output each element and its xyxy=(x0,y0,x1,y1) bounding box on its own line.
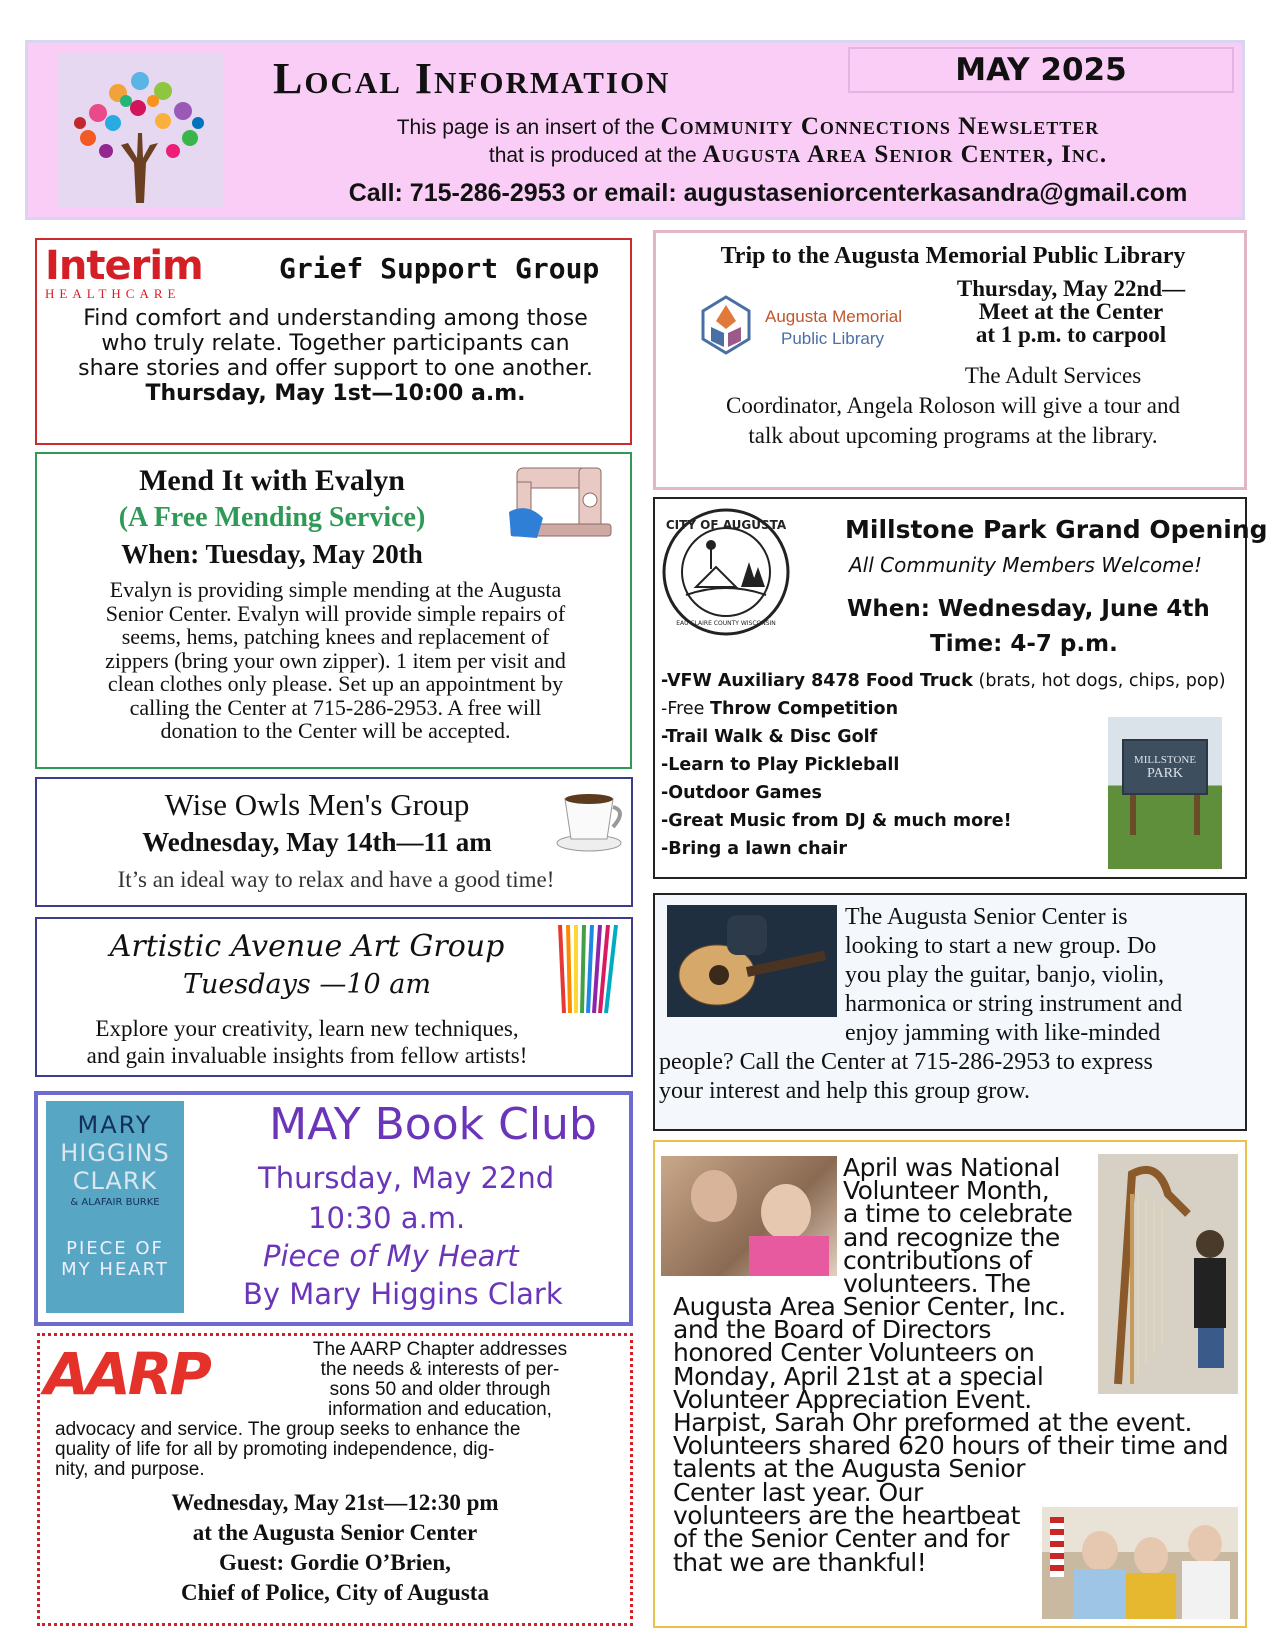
park-sign-post xyxy=(1194,795,1200,835)
aarp-when: Wednesday, May 21st—12:30 pm xyxy=(171,1490,499,1515)
grief-body-line: Find comfort and understanding among those xyxy=(83,306,588,331)
produced-prefix: that is produced at the xyxy=(488,144,703,167)
park-sign-photo xyxy=(1108,717,1222,869)
volunteer-line: April was National xyxy=(843,1153,1061,1182)
library-logo xyxy=(691,291,911,361)
aarp-body-line: quality of life for all by promoting independence, dig- xyxy=(55,1439,495,1460)
millstone-item-bold: -VFW Auxiliary 8478 Food Truck xyxy=(661,671,973,691)
aarp-body-line: advocacy and service. The group seeks to enhance the xyxy=(55,1419,521,1440)
art-when: Tuesdays —10 am xyxy=(183,969,431,1000)
millstone-when: When: Wednesday, June 4th xyxy=(847,596,1210,622)
aarp-body-line: nity, and purpose. xyxy=(55,1459,205,1480)
flag-icon xyxy=(1050,1517,1064,1577)
book-cover-line: MY HEART xyxy=(61,1259,169,1280)
volunteer-line: volunteers are the heartbeat xyxy=(673,1501,1020,1531)
volunteer-box xyxy=(653,1140,1247,1628)
aarp-details xyxy=(40,1488,630,1608)
art-body-line: Explore your creativity, learn new techniques, xyxy=(95,1016,519,1041)
issue-date: MAY 2025 xyxy=(848,47,1234,93)
millstone-item: -Trail Walk & Disc Golf xyxy=(661,727,878,747)
produced-line xyxy=(398,141,1198,169)
volunteer-text-top xyxy=(843,1153,1098,1299)
millstone-box xyxy=(653,497,1268,879)
mend-when: When: Tuesday, May 20th xyxy=(121,539,423,569)
aarp-guest-title: Chief of Police, City of Augusta xyxy=(181,1580,489,1605)
aarp-logo: AARP xyxy=(44,1340,209,1408)
book-cover-image xyxy=(46,1101,184,1313)
aarp-body-line: sons 50 and older through xyxy=(329,1379,551,1400)
aarp-where: at the Augusta Senior Center xyxy=(192,1520,478,1545)
library-title: Trip to the Augusta Memorial Public Library xyxy=(720,243,1186,269)
insert-line xyxy=(298,113,1198,141)
music-group-box xyxy=(653,893,1247,1131)
library-logo-line2: Public Library xyxy=(781,329,884,348)
music-body-line: enjoy jamming with like-minded xyxy=(845,1020,1161,1046)
music-body-line: people? Call the Center at 715-286-2953 to express xyxy=(659,1049,1153,1075)
millstone-time: Time: 4-7 p.m. xyxy=(930,631,1118,657)
library-logo-line1: Augusta Memorial xyxy=(765,307,903,326)
owls-when: Wednesday, May 14th—11 am xyxy=(142,827,492,857)
aarp-body-line: The AARP Chapter addresses xyxy=(312,1339,568,1360)
art-group-box xyxy=(35,917,633,1077)
library-body-line: Coordinator, Angela Roloson will give a tour and xyxy=(726,393,1180,418)
book-author: By Mary Higgins Clark xyxy=(243,1277,563,1311)
mend-body-line: donation to the Center will be accepted. xyxy=(160,718,511,743)
music-body-right xyxy=(845,903,1245,1048)
park-sign-text xyxy=(1122,753,1208,781)
book-cover-line: CLARK xyxy=(72,1167,158,1195)
grief-when: Thursday, May 1st—10:00 a.m. xyxy=(145,381,526,406)
library-when-line: Thursday, May 22nd— xyxy=(956,276,1186,301)
library-body xyxy=(656,361,1250,451)
grief-body-line: who truly relate. Together participants can xyxy=(101,331,570,356)
millstone-item: -Bring a lawn chair xyxy=(661,839,848,859)
book-cover-line: PIECE OF xyxy=(66,1238,164,1259)
volunteer-line: talents at the Augusta Senior xyxy=(673,1454,1025,1484)
volunteer-line: Volunteer Month, xyxy=(843,1176,1050,1206)
volunteer-line: Volunteers shared 620 hours of their time and xyxy=(673,1431,1229,1461)
millstone-item: -Learn to Play Pickleball xyxy=(661,755,900,775)
volunteer-line: honored Center Volunteers on xyxy=(673,1338,1035,1368)
aarp-guest: Guest: Gordie O’Brien, xyxy=(219,1550,451,1575)
mend-body-line: Evalyn is providing simple mending at the Augusta xyxy=(109,577,562,602)
volunteer-photo-1-person xyxy=(691,1170,737,1222)
volunteer-photo-group-person xyxy=(1188,1525,1222,1563)
volunteer-line: that we are thankful! xyxy=(673,1547,927,1577)
volunteer-line: of the Senior Center and for xyxy=(673,1524,1010,1554)
guitar-photo xyxy=(667,905,837,1017)
grief-body-line: share stories and offer support to one another. xyxy=(78,356,593,381)
millstone-item xyxy=(661,667,1246,695)
page-title: Local Information xyxy=(273,54,671,103)
music-body-line: harmonica or string instrument and xyxy=(845,991,1183,1017)
book-club-title: MAY Book Club xyxy=(269,1099,597,1150)
volunteer-line: Augusta Area Senior Center, Inc. xyxy=(673,1292,1066,1321)
volunteer-line: a time to celebrate xyxy=(843,1199,1073,1229)
park-sign-line: PARK xyxy=(1146,766,1184,781)
volunteer-photo-group-shirt xyxy=(1182,1561,1230,1619)
book-club-time: 10:30 a.m. xyxy=(308,1201,466,1235)
music-body-line: you play the guitar, banjo, violin, xyxy=(845,962,1164,988)
grief-body xyxy=(37,306,634,406)
mend-body xyxy=(37,578,634,743)
mend-box xyxy=(35,452,632,769)
library-when xyxy=(916,277,1226,346)
mend-body-line: calling the Center at 715-286-2953. A free will xyxy=(129,694,542,720)
park-sign-post xyxy=(1130,795,1136,835)
volunteer-line: Volunteer Appreciation Event. xyxy=(673,1384,1032,1414)
aarp-body-line: the needs & interests of per- xyxy=(320,1359,560,1380)
volunteer-photo-group-shirt xyxy=(1126,1573,1176,1619)
grief-support-box xyxy=(35,238,632,445)
art-body xyxy=(37,1015,577,1069)
volunteer-text-bottom xyxy=(673,1478,1020,1577)
library-body-line: talk about upcoming programs at the library. xyxy=(748,423,1158,448)
millstone-item-bold: Throw Competition xyxy=(710,699,899,719)
aarp-box xyxy=(37,1333,633,1626)
grief-title: Grief Support Group xyxy=(279,252,600,285)
volunteer-line: Center last year. Our xyxy=(673,1478,923,1507)
contact-line: Call: 715-286-2953 or email: augustaseniorcenterkasandra@gmail.com xyxy=(348,179,1188,207)
music-body-full xyxy=(659,1048,1245,1106)
interim-logo-main: Interim xyxy=(45,243,203,289)
book-club-box xyxy=(34,1091,633,1326)
aarp-body-full xyxy=(55,1420,625,1480)
volunteer-photo-group xyxy=(1042,1507,1238,1619)
mend-subtitle: (A Free Mending Service) xyxy=(118,502,426,533)
library-body-line: The Adult Services xyxy=(964,363,1142,388)
interim-logo xyxy=(45,243,235,302)
volunteer-line: and the Board of Directors xyxy=(673,1315,991,1345)
millstone-item: -Great Music from DJ & much more! xyxy=(661,811,1012,831)
mend-body-line: seems, hems, patching knees and replacement of xyxy=(121,624,550,649)
volunteer-photo-group-shirt xyxy=(1074,1569,1126,1619)
millstone-item-pre: -Free xyxy=(661,699,711,719)
interim-logo-sub: HEALTHCARE xyxy=(45,286,181,301)
library-trip-box xyxy=(653,230,1247,490)
music-body-line: The Augusta Senior Center is xyxy=(845,904,1128,930)
library-logo-icon xyxy=(691,291,761,361)
book-cover-line: HIGGINS xyxy=(60,1139,170,1167)
millstone-subtitle: All Community Members Welcome! xyxy=(849,553,1202,577)
aarp-body-line: information and education, xyxy=(328,1399,552,1420)
mend-title: Mend It with Evalyn xyxy=(139,464,405,497)
volunteer-photo-1-shirt xyxy=(749,1236,829,1276)
mend-body-line: zippers (bring your own zipper). 1 item per visit and xyxy=(105,647,566,673)
millstone-item-rest: (brats, hot dogs, chips, pop) xyxy=(972,671,1226,691)
center-name: Augusta Area Senior Center, Inc. xyxy=(702,141,1108,168)
volunteer-photo-1-person xyxy=(761,1184,811,1240)
owls-body: It’s an ideal way to relax and have a good time! xyxy=(117,867,555,892)
insert-prefix: This page is an insert of the xyxy=(396,116,661,139)
aarp-body-right xyxy=(290,1340,590,1420)
volunteer-text-mid xyxy=(673,1292,1243,1484)
volunteer-photo-1 xyxy=(661,1156,837,1276)
owls-title: Wise Owls Men's Group xyxy=(164,787,470,822)
art-body-line: and gain invaluable insights from fellow artists! xyxy=(86,1043,528,1068)
handprint-tree-image xyxy=(58,53,223,208)
volunteer-line: and recognize the xyxy=(843,1222,1060,1252)
park-sign-line: MILLSTONE xyxy=(1133,754,1197,766)
book-title: Piece of My Heart xyxy=(263,1239,519,1273)
volunteer-line: volunteers. The xyxy=(843,1269,1031,1299)
art-title: Artistic Avenue Art Group xyxy=(109,929,505,964)
header-banner xyxy=(25,40,1245,220)
millstone-title: Millstone Park Grand Opening xyxy=(845,515,1268,544)
mend-body-line: clean clothes only please. Set up an appointment by xyxy=(107,671,564,696)
book-club-date: Thursday, May 22nd xyxy=(258,1161,555,1195)
volunteer-line: Harpist, Sarah Ohr preformed at the event. xyxy=(673,1408,1192,1438)
volunteer-line: Monday, April 21st at a special xyxy=(673,1361,1044,1391)
library-when-line: Meet at the Center xyxy=(978,299,1164,324)
volunteer-photo-group-person xyxy=(1082,1531,1118,1571)
sewing-machine-icon xyxy=(507,462,617,542)
seal-text: CITY OF AUGUSTA xyxy=(665,518,787,532)
city-seal-image xyxy=(661,507,791,637)
wise-owls-box xyxy=(35,777,633,907)
mend-body-line: Senior Center. Evalyn will provide simple repairs of xyxy=(105,600,566,626)
library-when-line: at 1 p.m. to carpool xyxy=(975,322,1167,347)
paintbrushes-icon xyxy=(552,921,632,1021)
music-body-line: your interest and help this group grow. xyxy=(659,1078,1031,1104)
newsletter-name: Community Connections Newsletter xyxy=(660,113,1100,140)
seal-bottom-text: EAU CLAIRE COUNTY WISCONSIN xyxy=(676,620,776,627)
millstone-item: -Outdoor Games xyxy=(661,783,822,803)
music-body-line: looking to start a new group. Do xyxy=(845,933,1157,959)
volunteer-line: contributions of xyxy=(843,1245,1032,1275)
coffee-cup-icon xyxy=(553,785,629,855)
volunteer-photo-group-person xyxy=(1134,1537,1168,1575)
book-cover-line: & ALAFAIR BURKE xyxy=(70,1197,160,1208)
book-cover-line: MARY xyxy=(77,1111,153,1139)
